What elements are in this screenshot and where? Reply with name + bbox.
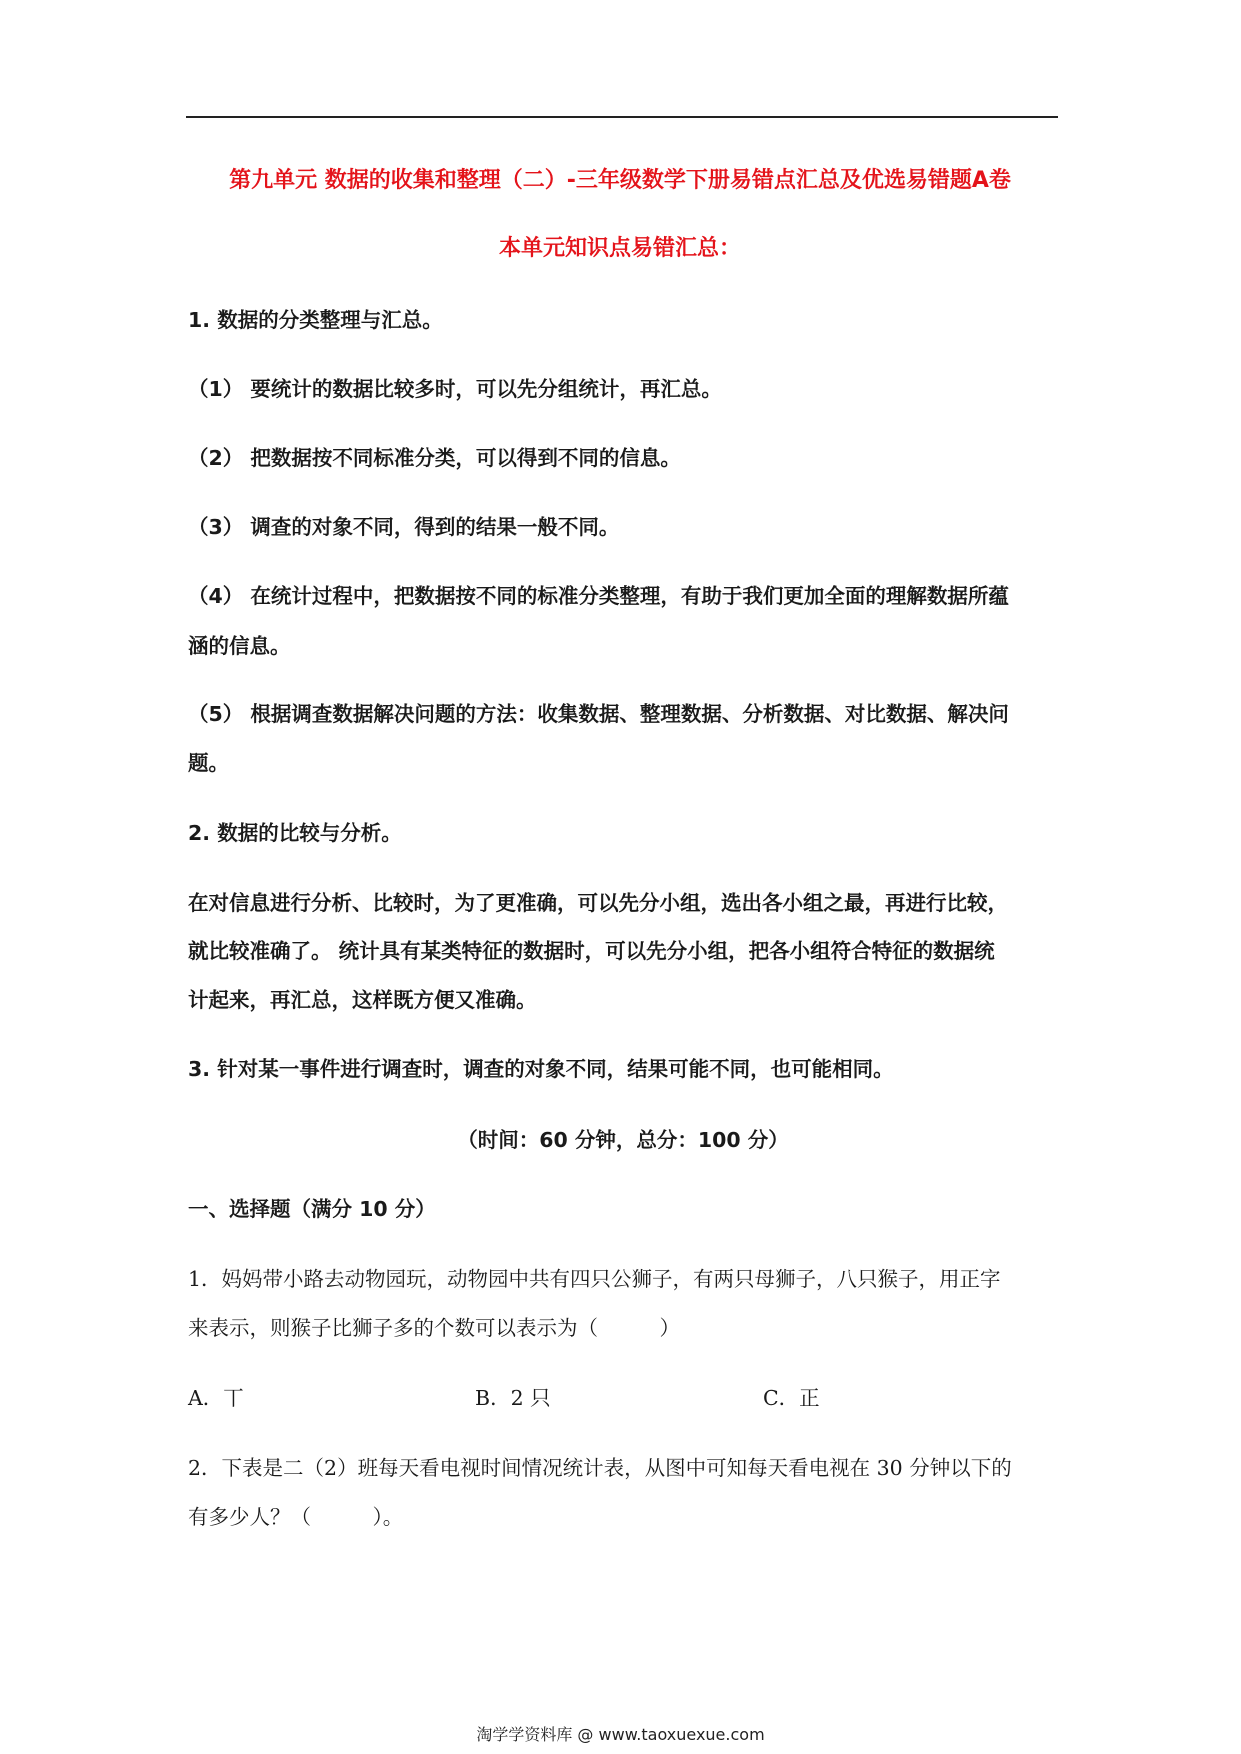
point-1-item: （1） 要统计的数据比较多时，可以先分组统计，再汇总。 bbox=[188, 377, 722, 401]
point-1-heading: 1. 数据的分类整理与汇总。 bbox=[188, 308, 443, 332]
point-1-item-continued: 涵的信息。 bbox=[188, 634, 291, 658]
point-2-body-line: 就比较准确了。 统计具有某类特征的数据时，可以先分小组，把各小组符合特征的数据统 bbox=[188, 939, 995, 963]
question-1-option-a: A．丅 bbox=[188, 1386, 244, 1410]
point-1-item: （4） 在统计过程中，把数据按不同的标准分类整理，有助于我们更加全面的理解数据所蕴 bbox=[188, 584, 1009, 608]
document-title: 第九单元 数据的收集和整理（二）-三年级数学下册易错点汇总及优选易错题A卷 bbox=[229, 168, 1011, 193]
point-3-heading: 3. 针对某一事件进行调查时，调查的对象不同，结果可能不同，也可能相同。 bbox=[188, 1057, 894, 1081]
question-1-option-b: B．2 只 bbox=[475, 1386, 551, 1410]
question-2-line: 有多少人？（ ）。 bbox=[188, 1505, 404, 1529]
point-2-body-line: 在对信息进行分析、比较时，为了更准确，可以先分小组，选出各小组之最，再进行比较， bbox=[188, 891, 1008, 915]
footer-watermark: 淘学学资料库 @ www.taoxuexue.com bbox=[476, 1725, 765, 1744]
question-1-line: 1．妈妈带小路去动物园玩，动物园中共有四只公狮子，有两只母狮子，八只猴子，用正字 bbox=[188, 1267, 1001, 1291]
point-2-body-line: 计起来，再汇总，这样既方便又准确。 bbox=[188, 988, 537, 1012]
point-1-item-continued: 题。 bbox=[188, 751, 229, 775]
section-heading: 一、选择题（满分 10 分） bbox=[188, 1197, 436, 1221]
question-1-line: 来表示，则猴子比狮子多的个数可以表示为（ ） bbox=[188, 1316, 680, 1340]
point-2-heading: 2. 数据的比较与分析。 bbox=[188, 821, 402, 845]
exam-time-score: （时间：60 分钟，总分：100 分） bbox=[457, 1128, 789, 1152]
point-1-item: （3） 调查的对象不同，得到的结果一般不同。 bbox=[188, 515, 620, 539]
point-1-item: （5） 根据调查数据解决问题的方法：收集数据、整理数据、分析数据、对比数据、解决问 bbox=[188, 702, 1009, 726]
question-2-line: 2．下表是二（2）班每天看电视时间情况统计表，从图中可知每天看电视在 30 分钟以下的 bbox=[188, 1456, 1012, 1480]
header-rule bbox=[186, 116, 1058, 118]
section-subtitle: 本单元知识点易错汇总： bbox=[498, 236, 741, 261]
question-1-option-c: C．正 bbox=[763, 1386, 820, 1410]
point-1-item: （2） 把数据按不同标准分类，可以得到不同的信息。 bbox=[188, 446, 681, 470]
